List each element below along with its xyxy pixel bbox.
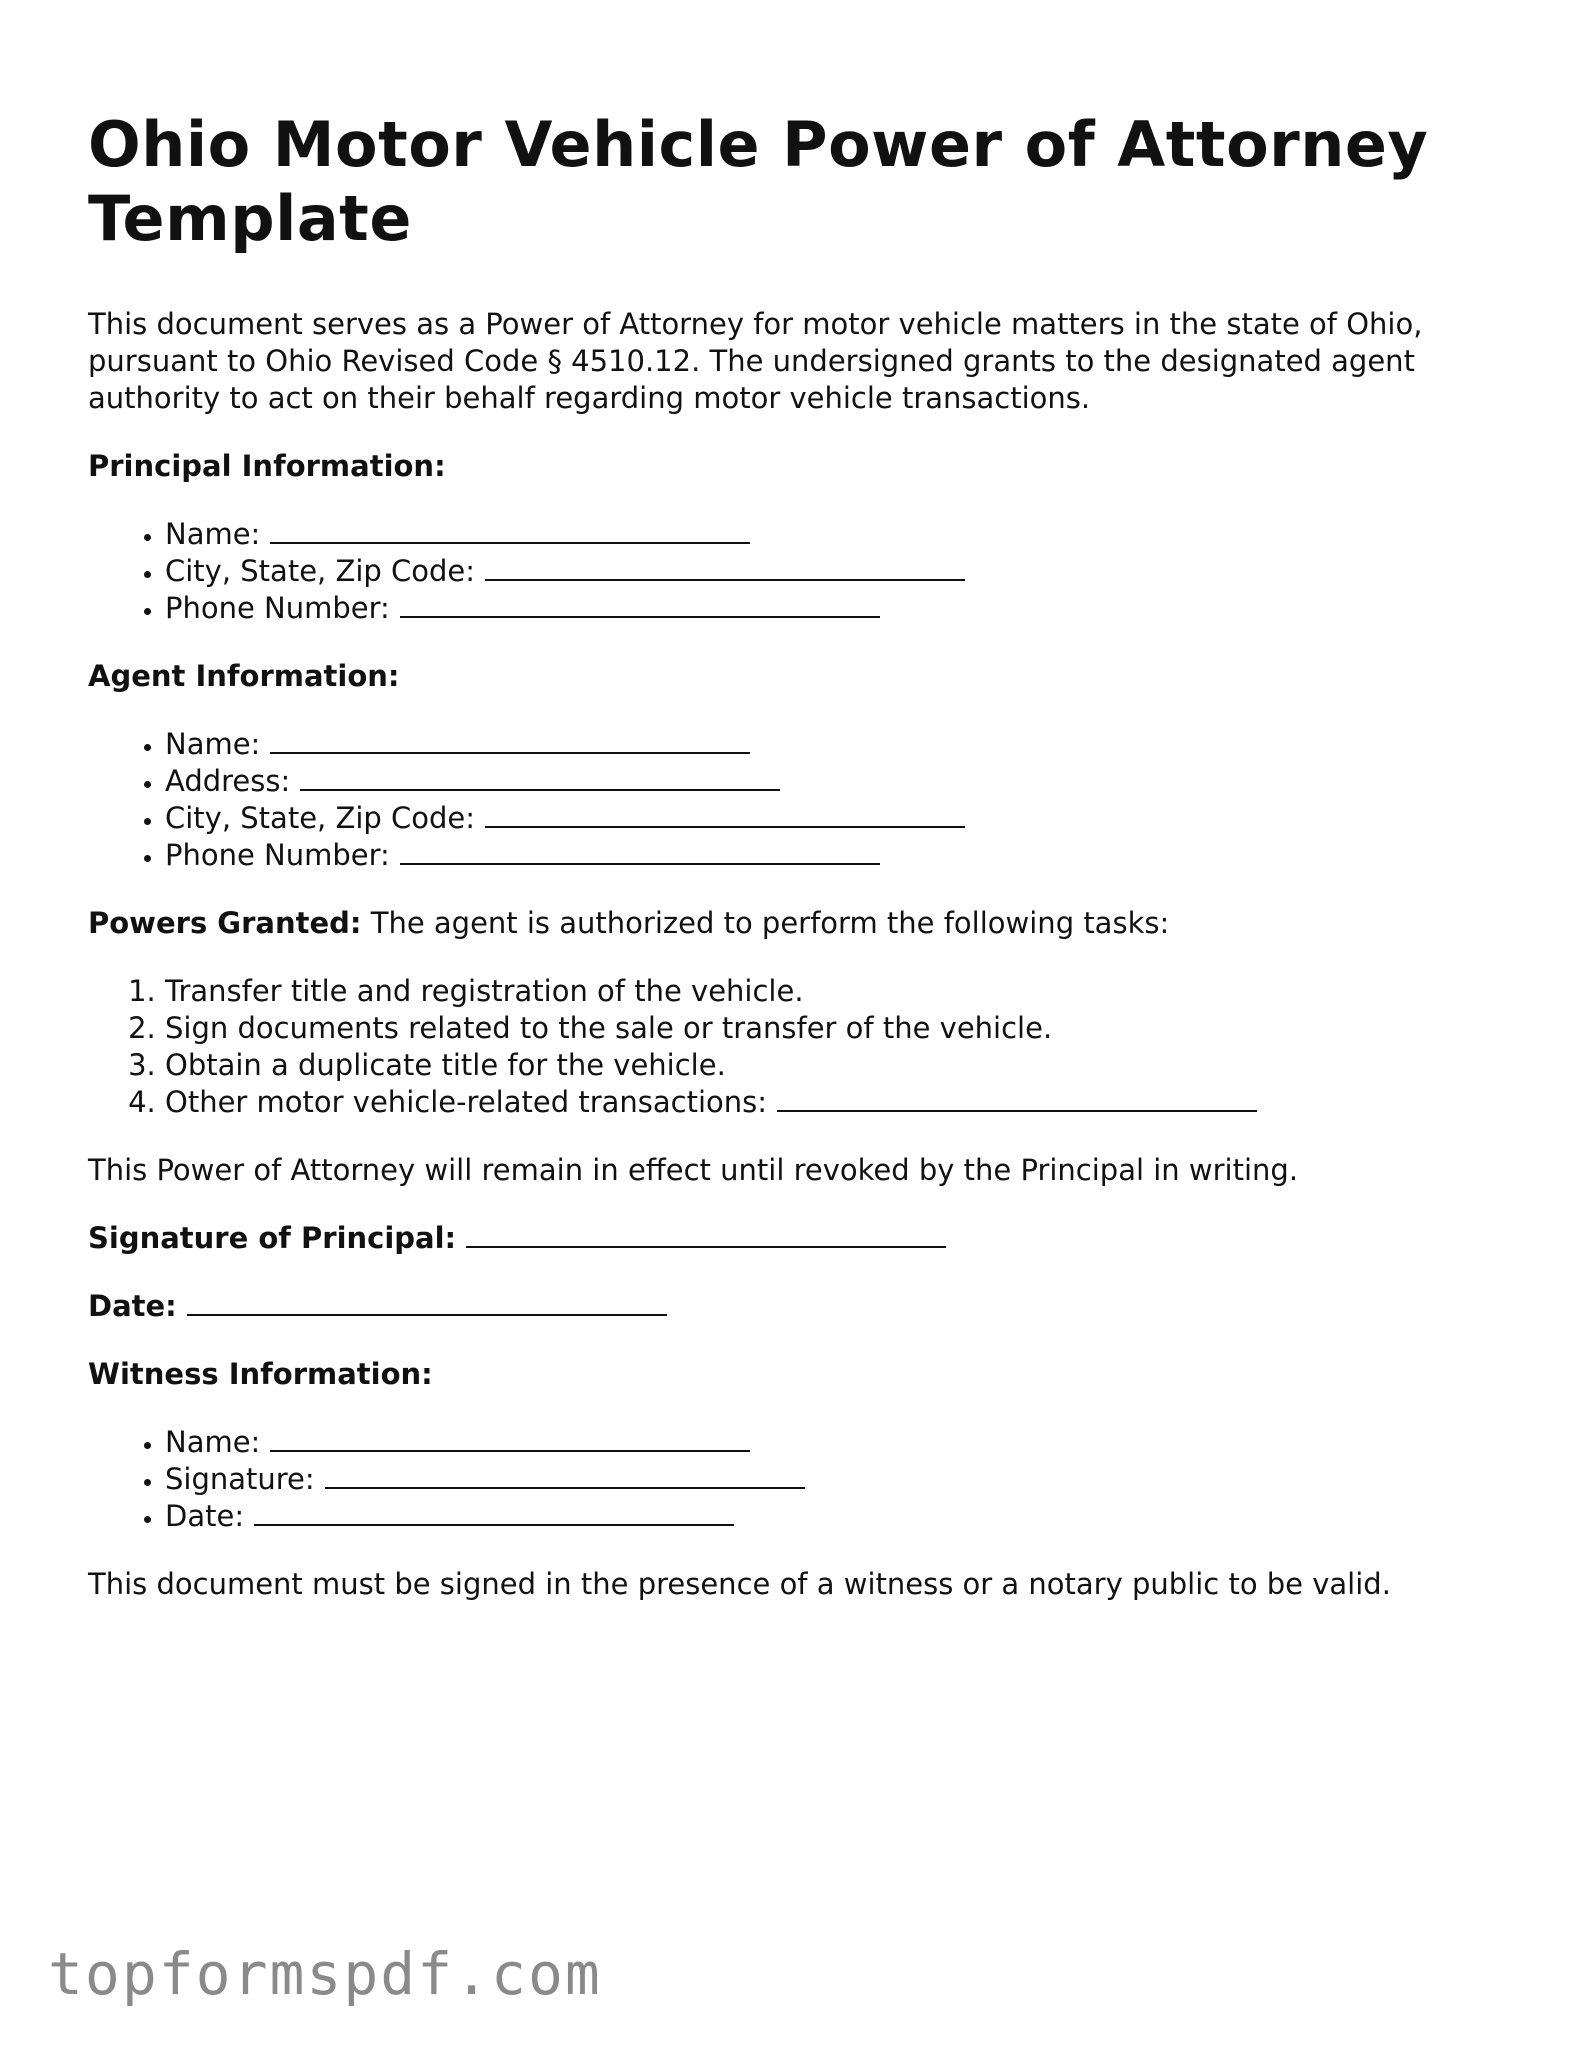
intro-paragraph: This document serves as a Power of Attorney for motor vehicle matters in the state of Ohio, pursuant to Ohio Revised Code § 4510.12. The undersigned grants to the designated agent authority to act on their behalf regarding motor vehicle transactions.: [88, 307, 1423, 415]
field-label: City, State, Zip Code:: [165, 554, 476, 588]
fill-line[interactable]: [466, 1220, 946, 1248]
field-label: Other motor vehicle-related transactions:: [165, 1085, 768, 1119]
effect-statement: This Power of Attorney will remain in effect until revoked by the Principal in writing.: [88, 1153, 1299, 1187]
fill-line[interactable]: [270, 1424, 750, 1452]
field-label: Name:: [165, 1425, 261, 1459]
closing-statement: This document must be signed in the presence of a witness or a notary public to be valid.: [88, 1567, 1391, 1601]
fill-line[interactable]: [777, 1084, 1257, 1112]
agent-city-state-zip-field: [165, 800, 1518, 837]
field-label: Address:: [165, 764, 291, 798]
date-label: Date:: [88, 1289, 177, 1323]
watermark: topformspdf.com: [48, 1940, 602, 2008]
principal-name-field: [165, 516, 1518, 553]
fill-line[interactable]: [270, 516, 750, 544]
fill-line[interactable]: [485, 800, 965, 828]
principal-city-state-zip-field: [165, 553, 1518, 590]
fill-line[interactable]: [325, 1461, 805, 1489]
principal-signature-line: [88, 1220, 1518, 1257]
principal-fields-list: [88, 516, 1518, 627]
field-label: Phone Number:: [165, 838, 390, 872]
principal-heading: Principal Information:: [88, 449, 446, 483]
powers-paragraph: [88, 905, 1518, 942]
agent-fields-list: [88, 726, 1518, 874]
power-item: 2. Sign documents related to the sale or transfer of the vehicle.: [165, 1010, 1518, 1047]
witness-name-field: [165, 1424, 1518, 1461]
fill-line[interactable]: [270, 726, 750, 754]
agent-name-field: [165, 726, 1518, 763]
principal-phone-field: [165, 590, 1518, 627]
field-label: Signature:: [165, 1462, 315, 1496]
witness-heading: Witness Information:: [88, 1357, 433, 1391]
principal-date-line: [88, 1288, 1518, 1325]
witness-fields-list: [88, 1424, 1518, 1535]
power-item-other: [165, 1084, 1518, 1121]
fill-line[interactable]: [187, 1288, 667, 1316]
witness-signature-field: [165, 1461, 1518, 1498]
fill-line[interactable]: [485, 553, 965, 581]
witness-date-field: [165, 1498, 1518, 1535]
field-label: Phone Number:: [165, 591, 390, 625]
agent-phone-field: [165, 837, 1518, 874]
page-title: Ohio Motor Vehicle Power of Attorney Template: [88, 108, 1429, 255]
fill-line[interactable]: [300, 763, 780, 791]
field-label: Date:: [165, 1499, 245, 1533]
powers-intro: The agent is authorized to perform the following tasks:: [370, 906, 1170, 940]
powers-list: [88, 973, 1518, 1121]
agent-address-field: [165, 763, 1518, 800]
powers-heading: Powers Granted:: [88, 906, 362, 940]
field-label: Name:: [165, 517, 261, 551]
power-item: 1. Transfer title and registration of the vehicle.: [165, 973, 1518, 1010]
document-page: [88, 108, 1518, 1634]
field-label: City, State, Zip Code:: [165, 801, 476, 835]
signature-label: Signature of Principal:: [88, 1221, 457, 1255]
power-item: 3. Obtain a duplicate title for the vehicle.: [165, 1047, 1518, 1084]
fill-line[interactable]: [400, 837, 880, 865]
fill-line[interactable]: [400, 590, 880, 618]
fill-line[interactable]: [254, 1498, 734, 1526]
agent-heading: Agent Information:: [88, 659, 400, 693]
field-label: Name:: [165, 727, 261, 761]
